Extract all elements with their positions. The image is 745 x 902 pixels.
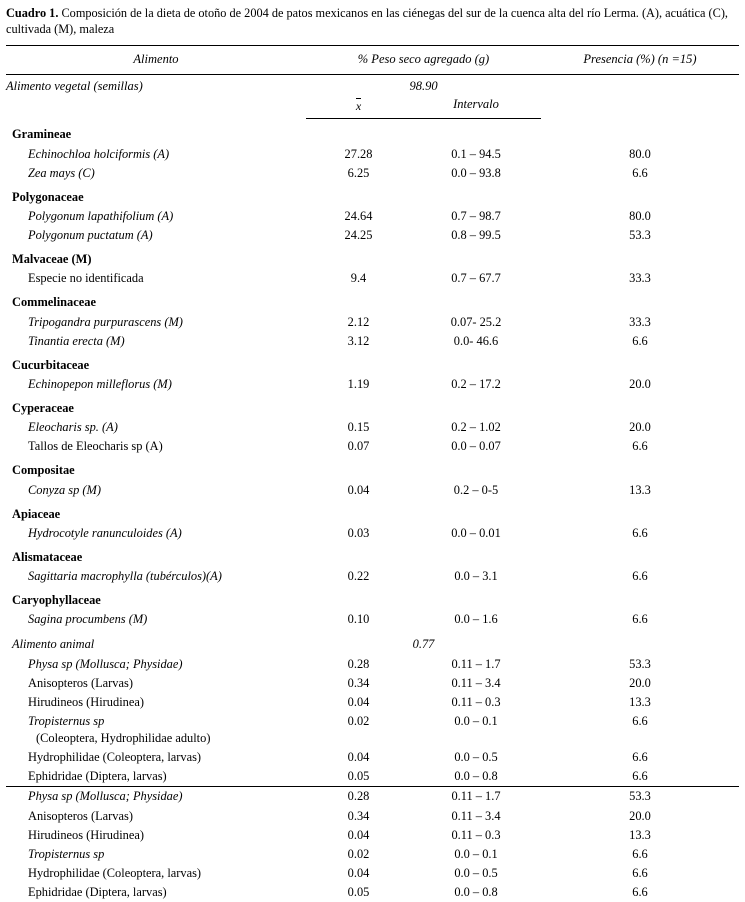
mean-value: 0.05 bbox=[347, 885, 370, 900]
mean-value: 0.05 bbox=[347, 769, 370, 784]
presence-value bbox=[541, 351, 739, 375]
table-row bbox=[6, 807, 739, 826]
species-name: Sagina procumbens (M) bbox=[28, 612, 148, 627]
interval-value bbox=[411, 245, 541, 269]
interval-value bbox=[411, 500, 541, 524]
table-row bbox=[6, 567, 739, 586]
mean-value bbox=[306, 183, 411, 207]
caption-label: Cuadro 1. bbox=[6, 6, 59, 20]
family-name: Cucurbitaceae bbox=[12, 357, 90, 372]
presence-value: 53.3 bbox=[629, 789, 651, 804]
presence-value: 6.6 bbox=[632, 846, 648, 861]
mean-value: 3.12 bbox=[347, 333, 370, 348]
species-name: Ephidridae (Diptera, larvas) bbox=[28, 769, 167, 784]
table-row bbox=[6, 183, 739, 207]
species-name: Zea mays (C) bbox=[28, 165, 95, 180]
mean-value bbox=[306, 500, 411, 524]
mean-value bbox=[306, 120, 411, 144]
species-name: Especie no identificada bbox=[28, 271, 144, 286]
presence-value bbox=[541, 543, 739, 567]
mean-value: 1.19 bbox=[347, 376, 370, 391]
species-name: Ephidridae (Diptera, larvas) bbox=[28, 885, 167, 900]
table-row bbox=[6, 120, 739, 144]
table-row bbox=[6, 481, 739, 500]
presence-value: 80.0 bbox=[629, 146, 651, 161]
interval-value: 0.0 – 0.8 bbox=[454, 769, 498, 784]
presence-value: 33.3 bbox=[629, 271, 651, 286]
mean-value: 24.64 bbox=[344, 208, 373, 223]
presence-value bbox=[541, 120, 739, 144]
table-row bbox=[6, 288, 739, 312]
interval-value: 0.11 – 0.3 bbox=[451, 694, 501, 709]
interval-value: 0.0 – 0.1 bbox=[454, 846, 498, 861]
interval-value: 0.0 – 0.5 bbox=[454, 865, 498, 880]
mean-value: 0.07 bbox=[347, 439, 370, 454]
family-name: Apiaceae bbox=[12, 506, 61, 521]
mean-value: 0.02 bbox=[347, 846, 370, 861]
mean-value: 0.28 bbox=[347, 656, 370, 671]
mean-value: 0.34 bbox=[347, 808, 370, 823]
x-bar-symbol: x bbox=[355, 99, 362, 114]
presence-value bbox=[541, 456, 739, 480]
table-row bbox=[6, 226, 739, 245]
species-name: Polygonum lapathifolium (A) bbox=[28, 208, 174, 223]
presence-value: 6.6 bbox=[632, 750, 648, 765]
interval-value: 0.7 – 67.7 bbox=[451, 271, 501, 286]
species-name: Eleocharis sp. (A) bbox=[28, 420, 118, 435]
mean-value: 27.28 bbox=[344, 146, 373, 161]
table-row bbox=[6, 500, 739, 524]
table-row bbox=[6, 245, 739, 269]
interval-value: 0.2 – 0-5 bbox=[453, 482, 499, 497]
mean-value: 0.22 bbox=[347, 569, 370, 584]
mean-value: 6.25 bbox=[347, 165, 370, 180]
interval-value bbox=[411, 120, 541, 144]
table-row bbox=[6, 145, 739, 164]
species-name: Sagittaria macrophylla (tubérculos)(A) bbox=[28, 569, 222, 584]
table-row bbox=[6, 610, 739, 629]
presence-value: 20.0 bbox=[629, 675, 651, 690]
presence-value: 6.6 bbox=[632, 865, 648, 880]
interval-value: 0.0 – 0.1 bbox=[454, 713, 498, 728]
mean-value: 0.02 bbox=[347, 713, 370, 728]
vegetal-value: 98.90 bbox=[409, 79, 438, 94]
diet-composition-table bbox=[6, 45, 739, 902]
presence-value: 6.6 bbox=[632, 612, 648, 627]
header-alimento: Alimento bbox=[133, 52, 179, 67]
table-body bbox=[6, 46, 739, 902]
species-name: Echinopepon milleflorus (M) bbox=[28, 376, 172, 391]
table-row bbox=[6, 351, 739, 375]
presence-value: 20.0 bbox=[629, 376, 651, 391]
table-row bbox=[6, 394, 739, 418]
presence-value: 80.0 bbox=[629, 208, 651, 223]
interval-value: 0.07- 25.2 bbox=[450, 314, 502, 329]
interval-value bbox=[411, 456, 541, 480]
species-name: Anisopteros (Larvas) bbox=[28, 808, 133, 823]
table-row bbox=[6, 543, 739, 567]
mean-value bbox=[306, 351, 411, 375]
presence-value bbox=[541, 500, 739, 524]
subheader-row bbox=[6, 97, 739, 118]
family-name: Polygonaceae bbox=[12, 189, 84, 204]
species-name: Tropisternus sp bbox=[28, 713, 105, 728]
family-name: Gramineae bbox=[12, 127, 72, 142]
interval-value: 0.11 – 1.7 bbox=[451, 789, 501, 804]
presence-value: 6.6 bbox=[632, 439, 648, 454]
presence-value: 53.3 bbox=[629, 228, 651, 243]
table-row bbox=[6, 845, 739, 864]
animal-label: Alimento animal bbox=[12, 637, 95, 652]
table-row bbox=[6, 767, 739, 787]
table-row-continuation bbox=[6, 731, 739, 748]
mean-value: 0.10 bbox=[347, 612, 370, 627]
interval-value bbox=[411, 394, 541, 418]
interval-value: 0.11 – 3.4 bbox=[451, 808, 501, 823]
interval-value bbox=[411, 543, 541, 567]
species-name: Physa sp (Mollusca; Physidae) bbox=[28, 656, 183, 671]
table-row bbox=[6, 655, 739, 674]
interval-value: 0.0 – 93.8 bbox=[451, 165, 501, 180]
table-row bbox=[6, 456, 739, 480]
table-caption bbox=[0, 0, 745, 37]
interval-value: 0.11 – 3.4 bbox=[451, 675, 501, 690]
table-row bbox=[6, 437, 739, 456]
table-row bbox=[6, 712, 739, 731]
species-name: Tallos de Eleocharis sp (A) bbox=[28, 439, 163, 454]
presence-value: 13.3 bbox=[629, 694, 651, 709]
species-name: Hirudineos (Hirudinea) bbox=[28, 827, 144, 842]
interval-value: 0.0 – 0.07 bbox=[451, 439, 501, 454]
table-row bbox=[6, 787, 739, 806]
presence-value: 6.6 bbox=[632, 165, 648, 180]
interval-value bbox=[411, 183, 541, 207]
family-name: Cyperaceae bbox=[12, 401, 74, 416]
mean-value: 2.12 bbox=[347, 314, 370, 329]
table-row bbox=[6, 207, 739, 226]
table-row bbox=[6, 375, 739, 394]
family-name: Alismataceae bbox=[12, 549, 83, 564]
presence-value: 13.3 bbox=[629, 827, 651, 842]
mean-value bbox=[306, 543, 411, 567]
mean-value: 0.04 bbox=[347, 482, 370, 497]
interval-value: 0.11 – 1.7 bbox=[451, 656, 501, 671]
mean-value: 0.28 bbox=[347, 789, 370, 804]
presence-value bbox=[541, 586, 739, 610]
mean-value: 0.04 bbox=[347, 827, 370, 842]
mean-value: 0.34 bbox=[347, 675, 370, 690]
table-row bbox=[6, 674, 739, 693]
table-row bbox=[6, 693, 739, 712]
table-row bbox=[6, 164, 739, 183]
presence-value: 20.0 bbox=[629, 808, 651, 823]
interval-value: 0.7 – 98.7 bbox=[451, 208, 501, 223]
species-name: Tripogandra purpurascens (M) bbox=[28, 314, 183, 329]
interval-value: 0.0 – 0.8 bbox=[454, 885, 498, 900]
presence-value: 20.0 bbox=[629, 420, 651, 435]
interval-value bbox=[411, 288, 541, 312]
interval-value: 0.1 – 94.5 bbox=[451, 146, 501, 161]
presence-value: 13.3 bbox=[629, 482, 651, 497]
mean-value: 0.04 bbox=[347, 865, 370, 880]
interval-value: 0.0 – 1.6 bbox=[454, 612, 498, 627]
table-row bbox=[6, 418, 739, 437]
species-name: Conyza sp (M) bbox=[28, 482, 101, 497]
family-name: Malvaceae (M) bbox=[12, 252, 92, 267]
species-name: Echinochloa holciformis (A) bbox=[28, 146, 170, 161]
mean-value bbox=[306, 456, 411, 480]
mean-value: 0.03 bbox=[347, 525, 370, 540]
species-name: Hirudineos (Hirudinea) bbox=[28, 694, 144, 709]
species-name: Anisopteros (Larvas) bbox=[28, 675, 133, 690]
header-row bbox=[6, 46, 739, 75]
vegetal-total-row bbox=[6, 75, 739, 97]
animal-value: 0.77 bbox=[412, 637, 435, 652]
mean-value: 0.04 bbox=[347, 694, 370, 709]
table-row bbox=[6, 586, 739, 610]
species-name: Physa sp (Mollusca; Physidae) bbox=[28, 789, 183, 804]
mean-value bbox=[306, 245, 411, 269]
table-row bbox=[6, 748, 739, 767]
presence-value: 6.6 bbox=[632, 569, 648, 584]
presence-value: 6.6 bbox=[632, 885, 648, 900]
presence-value: 33.3 bbox=[629, 314, 651, 329]
header-peso-seco: % Peso seco agregado (g) bbox=[357, 52, 490, 67]
species-name-continuation: (Coleoptera, Hydrophilidae adulto) bbox=[36, 731, 211, 746]
interval-value: 0.2 – 1.02 bbox=[451, 420, 501, 435]
table-row bbox=[6, 313, 739, 332]
species-name: Hydrophilidae (Coleoptera, larvas) bbox=[28, 865, 202, 880]
interval-value: 0.0 – 3.1 bbox=[454, 569, 498, 584]
table-row bbox=[6, 864, 739, 883]
vegetal-label: Alimento vegetal (semillas) bbox=[6, 79, 143, 94]
species-name: Polygonum puctatum (A) bbox=[28, 228, 153, 243]
family-name: Commelinaceae bbox=[12, 295, 96, 310]
animal-total-row bbox=[6, 629, 739, 654]
family-name: Caryophyllaceae bbox=[12, 593, 101, 608]
presence-value bbox=[541, 245, 739, 269]
mean-value: 0.04 bbox=[347, 750, 370, 765]
species-name: Tinantia erecta (M) bbox=[28, 333, 125, 348]
table-row bbox=[6, 332, 739, 351]
subheader-interval: Intervalo bbox=[453, 97, 499, 112]
presence-value: 6.6 bbox=[632, 713, 648, 728]
species-name: Hydrophilidae (Coleoptera, larvas) bbox=[28, 750, 202, 765]
mean-value: 24.25 bbox=[344, 228, 373, 243]
interval-value bbox=[411, 586, 541, 610]
table-row bbox=[6, 524, 739, 543]
presence-value: 6.6 bbox=[632, 769, 648, 784]
interval-value: 0.8 – 99.5 bbox=[451, 228, 501, 243]
species-name: Hydrocotyle ranunculoides (A) bbox=[28, 525, 182, 540]
presence-value: 6.6 bbox=[632, 525, 648, 540]
mean-value bbox=[306, 288, 411, 312]
interval-value: 0.0- 46.6 bbox=[453, 333, 499, 348]
species-name: Tropisternus sp bbox=[28, 846, 105, 861]
family-name: Compositae bbox=[12, 463, 75, 478]
presence-value bbox=[541, 394, 739, 418]
interval-value: 0.11 – 0.3 bbox=[451, 827, 501, 842]
presence-value: 53.3 bbox=[629, 656, 651, 671]
table-row bbox=[6, 826, 739, 845]
mean-value: 0.15 bbox=[347, 420, 370, 435]
subheader-mean-cell bbox=[306, 97, 411, 118]
mean-value bbox=[306, 394, 411, 418]
presence-value: 6.6 bbox=[632, 333, 648, 348]
table-row bbox=[6, 883, 739, 902]
interval-value: 0.2 – 17.2 bbox=[451, 376, 501, 391]
presence-value bbox=[541, 183, 739, 207]
presence-value bbox=[541, 288, 739, 312]
mean-value: 9.4 bbox=[350, 271, 367, 286]
interval-value: 0.0 – 0.01 bbox=[451, 525, 501, 540]
header-presencia: Presencia (%) (n =15) bbox=[583, 52, 697, 67]
caption-text: Composición de la dieta de otoño de 2004 de patos mexicanos en las ciénegas del sur de la cuenca alta del río Lerma. (A), acuática (C), cultivada (M), maleza bbox=[6, 6, 728, 36]
table-row bbox=[6, 269, 739, 288]
interval-value: 0.0 – 0.5 bbox=[454, 750, 498, 765]
interval-value bbox=[411, 351, 541, 375]
mean-value bbox=[306, 586, 411, 610]
